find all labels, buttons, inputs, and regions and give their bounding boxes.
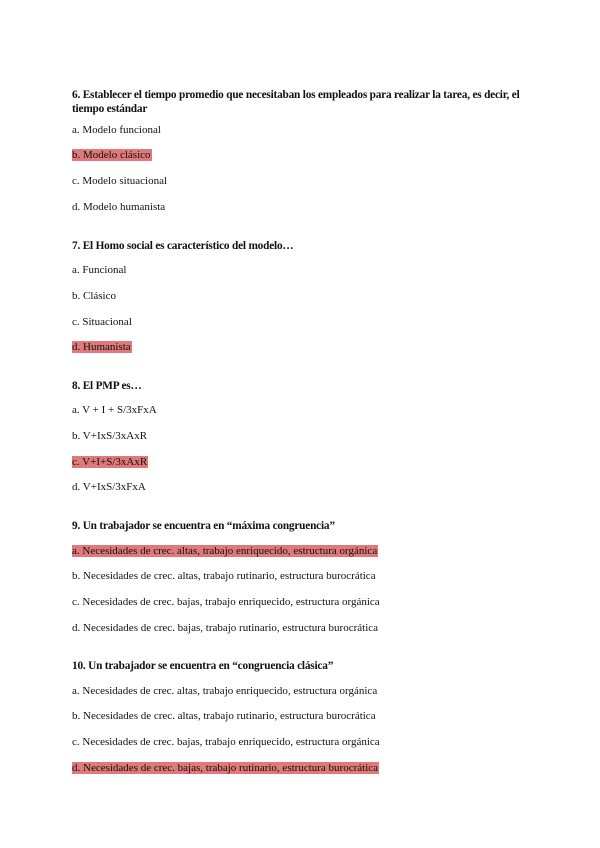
question-6-option-b xyxy=(72,149,152,162)
question-10-title: 10. Un trabajador se encuentra en “congruencia clásica” xyxy=(72,660,334,672)
question-10-option-a: a. Necesidades de crec. altas, trabajo enriquecido, estructura orgánica xyxy=(72,685,378,697)
question-10-option-b: b. Necesidades de crec. altas, trabajo rutinario, estructura burocrática xyxy=(72,710,376,722)
question-7-option-d xyxy=(72,341,132,354)
question-9-title: 9. Un trabajador se encuentra en “máxima congruencia” xyxy=(72,520,335,532)
answer-highlight: a. Necesidades de crec. altas, trabajo enriquecido, estructura orgánica xyxy=(72,545,378,557)
question-10-option-d xyxy=(72,762,379,775)
answer-highlight: c. V+I+S/3xAxR xyxy=(72,456,148,468)
question-8-option-d: d. V+IxS/3xFxA xyxy=(72,481,146,493)
question-6-option-c: c. Modelo situacional xyxy=(72,175,168,187)
answer-highlight: b. Modelo clásico xyxy=(72,149,151,161)
question-9-option-a xyxy=(72,545,378,558)
question-10-option-c: c. Necesidades de crec. bajas, trabajo enriquecido, estructura orgánica xyxy=(72,736,380,748)
question-9-option-c: c. Necesidades de crec. bajas, trabajo enriquecido, estructura orgánica xyxy=(72,596,380,608)
question-8-title: 8. El PMP es… xyxy=(72,380,142,392)
question-7-option-a: a. Funcional xyxy=(72,264,127,276)
question-8-option-b: b. V+IxS/3xAxR xyxy=(72,430,148,442)
question-8-option-c xyxy=(72,456,148,469)
answer-highlight: d. Humanista xyxy=(72,341,131,353)
answer-highlight: d. Necesidades de crec. bajas, trabajo rutinario, estructura burocrática xyxy=(72,762,379,774)
question-6-title: 6. Establecer el tiempo promedio que necesitaban los empleados para realizar la tarea, es decir, el tiempo estándar xyxy=(72,89,520,115)
question-7-option-c: c. Situacional xyxy=(72,316,132,328)
question-7-title: 7. El Homo social es característico del modelo… xyxy=(72,240,294,252)
question-8-option-a: a. V + I + S/3xFxA xyxy=(72,404,157,416)
question-9-option-b: b. Necesidades de crec. altas, trabajo rutinario, estructura burocrática xyxy=(72,570,376,582)
question-9-option-d: d. Necesidades de crec. bajas, trabajo rutinario, estructura burocrática xyxy=(72,622,379,634)
question-6-option-a: a. Modelo funcional xyxy=(72,124,161,136)
question-6-option-d: d. Modelo humanista xyxy=(72,201,166,213)
question-7-option-b: b. Clásico xyxy=(72,290,116,302)
